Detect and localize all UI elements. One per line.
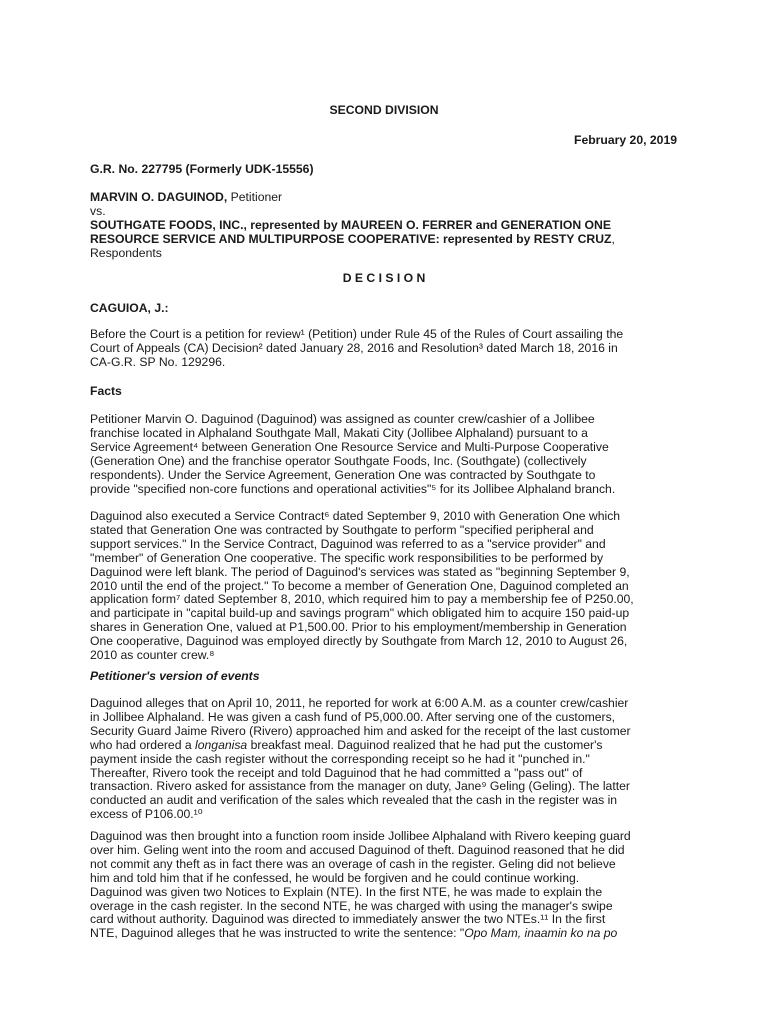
paragraph-facts-2 <box>90 510 690 663</box>
paragraph-petitioner-1 <box>90 697 690 822</box>
section-facts: Facts <box>90 384 122 398</box>
line: 2010 as counter crew.⁸ <box>90 648 215 663</box>
line: Daguinod were left blank. The period of Daguinod's services was stated as "beginning September 9, <box>90 564 630 579</box>
line: respondents). Under the Service Agreement, Generation One was contracted by Southgate to <box>90 467 596 482</box>
italic-quote: Opo Mam, inaamin ko na po <box>464 926 618 941</box>
line: application form⁷ dated September 8, 2010, which required him to pay a membership fee of P250.00, <box>90 592 634 607</box>
respondents-line-2: RESOURCE SERVICE AND MULTIPURPOSE COOPERATIVE: represented by RESTY CRUZ <box>90 231 612 246</box>
line: "member" of Generation One cooperative. The specific work responsibilities to be performed by <box>90 550 604 565</box>
line: Daguinod also executed a Service Contract⁶ dated September 9, 2010 with Generation One which <box>90 509 621 523</box>
versus: vs. <box>90 203 106 218</box>
italic-term: longanisa <box>195 737 248 752</box>
line: CA-G.R. SP No. 129296. <box>90 354 226 369</box>
line: support services." In the Service Contract, Daguinod was referred to as a "service provider" and <box>90 536 606 551</box>
line: breakfast meal. Daguinod realized that he had put the customer's <box>247 737 603 752</box>
ponente-text: CAGUIOA, J.: <box>90 301 169 315</box>
respondents-line-2-tail: , <box>611 231 615 246</box>
line: payment inside the cash register without the corresponding receipt so he had it "punched in." <box>90 751 590 766</box>
line: card without authority. Daguinod was directed to immediately answer the two NTEs.¹¹ In the first <box>90 912 606 927</box>
line: Security Guard Jaime Rivero (Rivero) approached him and asked for the receipt of the last customer <box>90 723 631 738</box>
petitioner-name: MARVIN O. DAGUINOD, <box>90 190 228 204</box>
line: Thereafter, Rivero took the receipt and told Daguinod that he had committed a "pass out" of <box>90 765 583 780</box>
line: 2010 until the end of the project." To become a member of Generation One, Daguinod completed an <box>90 578 629 593</box>
paragraph-facts-1 <box>90 413 690 496</box>
respondents-role: Respondents <box>90 245 162 260</box>
line: in Jollibee Alphaland. He was given a cash fund of P5,000.00. After serving one of the customers, <box>90 709 616 724</box>
line: provide "specified non-core functions and operational activities"⁵ for its Jollibee Alphaland branch. <box>90 481 616 496</box>
line: and participate in "capital build-up and savings program" which obligated him to acquire 150 paid-up <box>90 606 630 621</box>
petitioner-role: Petitioner <box>227 190 283 204</box>
paragraph-petitioner-2 <box>90 830 690 941</box>
line: NTE, Daguinod alleges that he was instructed to write the sentence: " <box>90 926 465 941</box>
line: conducted an audit and verification of the sales which revealed that the cash in the register was in <box>90 793 618 808</box>
paragraph-intro <box>90 328 690 370</box>
line: Service Agreement⁴ between Generation One Resource Service and Multi-Purpose Cooperative <box>90 439 609 454</box>
line: stated that Generation One was contracted by Southgate to perform "specified peripheral and <box>90 522 594 537</box>
line: franchise located in Alphaland Southgate Mall, Makati City (Jollibee Alphaland) pursuant to a <box>90 425 588 440</box>
decision-date: February 20, 2019 <box>574 133 677 147</box>
line: Court of Appeals (CA) Decision² dated January 28, 2016 and Resolution³ dated March 18, 2016 in <box>90 340 618 355</box>
ponente <box>90 302 690 316</box>
line: him and told him that if he confessed, he would be forgiven and he could continue working. <box>90 870 580 885</box>
division-heading: SECOND DIVISION <box>329 103 439 117</box>
section-petitioner-version-text: Petitioner's version of events <box>90 669 260 683</box>
line: shares in Generation One, valued at P1,500.00. Prior to his employment/membership in Generation <box>90 620 627 635</box>
case-caption <box>90 191 690 261</box>
line: Before the Court is a petition for review¹ (Petition) under Rule 45 of the Rules of Court assailing the <box>90 327 624 341</box>
line: excess of P106.00.¹⁰ <box>90 807 203 822</box>
line: Daguinod was then brought into a function room inside Jollibee Alphaland with Rivero keeping guard <box>90 829 631 843</box>
respondents-line-1: SOUTHGATE FOODS, INC., represented by MAUREEN O. FERRER and GENERATION ONE <box>90 217 611 232</box>
line: (Generation One) and the franchise operator Southgate Foods, Inc. (Southgate) (collectively <box>90 453 587 468</box>
line: over him. Geling went into the room and accused Daguinod of theft. Daguinod reasoned that he did <box>90 842 625 857</box>
line: Daguinod alleges that on April 10, 2011, he reported for work at 6:00 A.M. as a counter crew/cashier <box>90 696 629 710</box>
line: who had ordered a <box>90 737 196 752</box>
line: transaction. Rivero asked for assistance from the manager on duty, Jane⁹ Geling (Geling). The latter <box>90 779 630 794</box>
line: not commit any theft as in fact there was an overage of cash in the register. Geling did not believe <box>90 856 616 871</box>
line: overage in the cash register. In the second NTE, he was charged with using the manager's swipe <box>90 898 613 913</box>
decision-heading: D E C I S I O N <box>342 271 426 285</box>
case-number: G.R. No. 227795 (Formerly UDK-15556) <box>90 162 314 176</box>
section-petitioner-version <box>90 670 690 684</box>
line: One cooperative, Daguinod was employed directly by Southgate from March 12, 2010 to August 26, <box>90 634 628 649</box>
line: Daguinod was given two Notices to Explain (NTE). In the first NTE, he was made to explain the <box>90 884 603 899</box>
line: Petitioner Marvin O. Daguinod (Daguinod) was assigned as counter crew/cashier of a Jollibee <box>90 412 595 426</box>
